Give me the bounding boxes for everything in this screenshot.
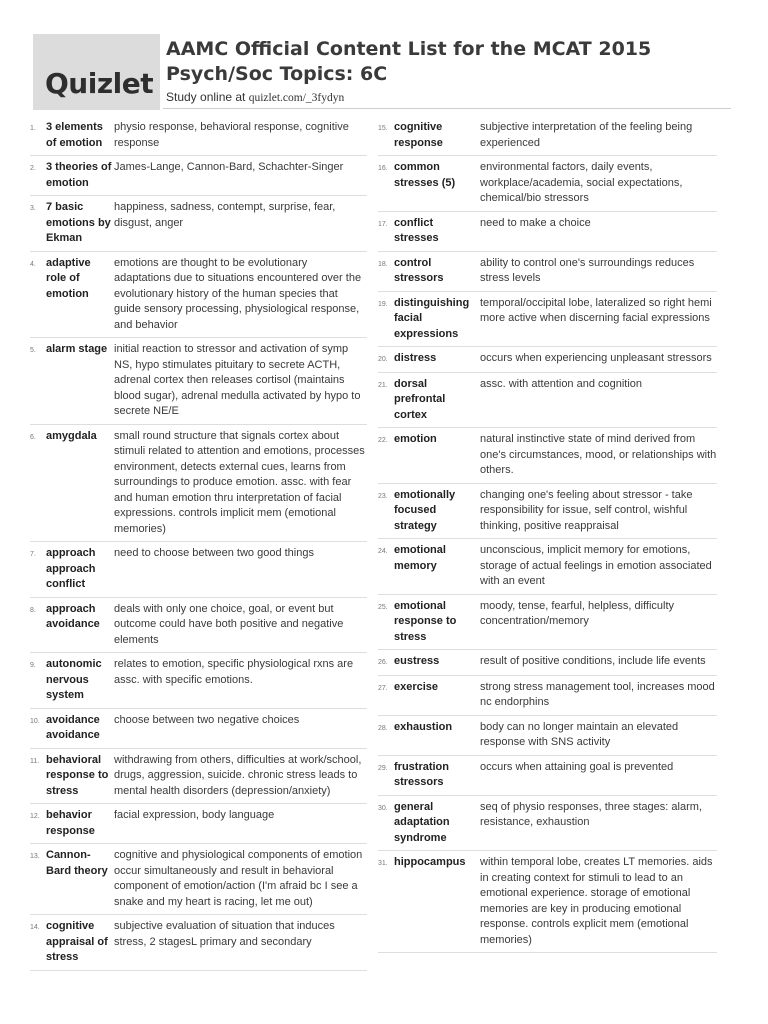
term-number: 5. <box>30 347 36 354</box>
term-word: Cannon-Bard theory <box>46 849 108 877</box>
term-word: emotional memory <box>394 544 446 572</box>
term-definition: subjective evaluation of situation that induces stress, 2 stagesL primary and secondary <box>114 920 335 948</box>
term-word: general adaptation syndrome <box>394 800 450 844</box>
term-definition: relates to emotion, specific physiological rxns are assc. with specific emotions. <box>114 658 354 686</box>
right-term-column <box>378 116 717 953</box>
term-row <box>30 196 367 252</box>
term-definition: subjective interpretation of the feeling being experienced <box>480 121 693 149</box>
header-divider <box>163 108 731 109</box>
term-number: 8. <box>30 606 36 614</box>
term-word: hippocampus <box>394 856 466 868</box>
term-number: 30. <box>378 804 388 812</box>
term-row <box>378 650 717 676</box>
term-number: 9. <box>30 662 36 669</box>
term-row <box>30 598 367 654</box>
term-word: autonomic nervous system <box>46 658 102 701</box>
term-row <box>30 844 367 915</box>
term-definition: physio response, behavioral response, cognitive response <box>114 121 349 149</box>
term-number: 10. <box>30 717 40 725</box>
term-number: 3. <box>30 205 36 212</box>
term-word: distress <box>394 352 437 364</box>
term-row <box>378 252 717 292</box>
term-word: approach avoidance <box>46 602 100 630</box>
term-number: 20. <box>378 356 388 363</box>
term-definition: deals with only one choice, goal, or event but outcome could have both positive and negative elements <box>114 602 344 646</box>
term-number: 12. <box>30 813 40 820</box>
term-definition: within temporal lobe, creates LT memories. aids in creating context for stimuli to lead to an emotional experience. storage of emotional memories are key in producing emotional response. controls explicit mem (emotional memories) <box>480 856 713 946</box>
term-number: 31. <box>378 860 388 867</box>
term-row <box>30 709 367 749</box>
study-url-link[interactable]: quizlet.com/_3fydyn <box>248 92 345 104</box>
term-row <box>30 915 367 971</box>
term-definition: withdrawing from others, difficulties at work/school, drugs, aggression, suicide. chronic stress leads to mental health disorders (depression/anxiety) <box>114 753 362 797</box>
term-definition: facial expression, body language <box>114 809 275 821</box>
term-word: distinguishing facial expressions <box>394 296 470 340</box>
term-row <box>30 804 367 844</box>
term-definition: environmental factors, daily events, workplace/academia, social expectations, chemical/bio stressors <box>480 161 683 204</box>
term-number: 16. <box>378 165 388 172</box>
term-definition: emotions are thought to be evolutionary adaptations due to situations encountered over the evolutionary history of the human species that guide sensory processing, physiological response, and behavior <box>114 256 362 331</box>
term-row <box>30 252 367 339</box>
term-number: 24. <box>378 548 388 555</box>
term-number: 27. <box>378 684 388 692</box>
term-word: behavioral response to stress <box>46 753 109 797</box>
term-number: 18. <box>378 260 388 268</box>
study-online-line <box>166 90 344 104</box>
term-row <box>378 756 717 796</box>
term-definition: happiness, sadness, contempt, surprise, fear, disgust, anger <box>114 201 336 229</box>
term-number: 25. <box>378 603 388 611</box>
term-number: 29. <box>378 764 388 772</box>
term-word: 3 elements of emotion <box>46 121 103 149</box>
term-row <box>378 796 717 852</box>
term-row <box>378 539 717 595</box>
term-row <box>30 116 367 156</box>
term-definition: unconscious, implicit memory for emotions, storage of actual feelings in emotion associated with an event <box>480 544 712 587</box>
quizlet-logo <box>33 34 160 110</box>
term-row <box>378 292 717 348</box>
term-number: 15. <box>378 125 388 132</box>
term-row <box>378 484 717 540</box>
study-prefix: Study online at <box>166 90 246 104</box>
term-row <box>30 542 367 598</box>
term-row <box>30 749 367 805</box>
term-number: 23. <box>378 492 388 500</box>
term-word: frustration stressors <box>394 760 449 788</box>
term-row <box>30 338 367 425</box>
term-definition: changing one's feeling about stressor - take responsibility for issue, self control, wishful thinking, positive reappraisal <box>480 488 693 532</box>
term-definition: ability to control one's surroundings reduces stress levels <box>480 256 695 284</box>
term-definition: need to make a choice <box>480 216 591 229</box>
term-definition: seq of physio responses, three stages: alarm, resistance, exhaustion <box>480 800 702 828</box>
term-definition: moody, tense, fearful, helpless, difficulty concentration/memory <box>480 599 675 627</box>
term-definition: result of positive conditions, include life events <box>480 655 706 667</box>
term-row <box>378 851 717 953</box>
term-definition: occurs when experiencing unpleasant stressors <box>480 352 712 364</box>
term-row <box>378 347 717 373</box>
term-number: 26. <box>378 659 388 666</box>
term-word: exhaustion <box>394 720 453 733</box>
term-number: 14. <box>30 924 40 931</box>
term-number: 6. <box>30 433 36 441</box>
term-row <box>378 595 717 651</box>
term-row <box>378 212 717 252</box>
term-number: 19. <box>378 300 388 308</box>
page-title: AAMC Official Content List for the MCAT 2015 Psych/Soc Topics: 6C <box>166 38 652 85</box>
term-word: emotionally focused strategy <box>394 488 456 532</box>
left-term-column <box>30 116 367 971</box>
term-row <box>378 676 717 716</box>
term-word: emotional response to stress <box>394 599 457 643</box>
term-word: 7 basic emotions by Ekman <box>46 201 111 244</box>
term-definition: occurs when attaining goal is prevented <box>480 760 674 773</box>
term-word: cognitive response <box>394 121 443 149</box>
term-definition: James-Lange, Cannon-Bard, Schachter-Singer <box>114 161 344 173</box>
term-word: conflict stresses <box>394 216 439 244</box>
term-definition: initial reaction to stressor and activation of symp NS, hypo stimulates pituitary to secrete ACTH, adrenal cortex then releases cortisol (maintains blood sugar), adrenal medulla activated by hypo to secrete NE/E <box>114 343 361 417</box>
term-word: control stressors <box>394 256 444 284</box>
term-number: 13. <box>30 853 40 860</box>
term-row <box>378 116 717 156</box>
logo-text: Quizlet <box>45 67 154 100</box>
term-definition: strong stress management tool, increases mood nc endorphins <box>480 680 715 708</box>
term-row <box>378 156 717 212</box>
term-number: 1. <box>30 125 36 132</box>
term-number: 28. <box>378 724 388 732</box>
term-definition: natural instinctive state of mind derived from one's circumstances, mood, or relationships with others. <box>480 433 717 476</box>
term-definition: need to choose between two good things <box>114 547 314 559</box>
term-word: approach approach conflict <box>46 547 96 590</box>
term-word: eustress <box>394 655 440 667</box>
term-number: 7. <box>30 551 36 558</box>
term-definition: body can no longer maintain an elevated response with SNS activity <box>480 720 679 748</box>
term-word: exercise <box>394 680 439 693</box>
term-definition: temporal/occipital lobe, lateralized so right hemi more active when discerning facial expressions <box>480 296 712 324</box>
term-definition: cognitive and physiological components of emotion occur simultaneously and result in behavioral component of emotion/action (I'm afraid bc I see a snake and my heart is racing, let me out) <box>114 849 363 908</box>
term-definition: small round structure that signals cortex about stimuli related to attention and emotions, processes environment, detects external cues, learns from surroundings to produce emotion. assc. with fear and human emotion thru interpretation of facial expressions. controls implicit mem (emotional memories) <box>114 429 365 535</box>
term-row <box>378 428 717 484</box>
term-word: avoidance avoidance <box>46 713 100 741</box>
term-row <box>30 156 367 196</box>
term-definition: assc. with attention and cognition <box>480 377 643 390</box>
term-word: alarm stage <box>46 343 108 355</box>
term-word: dorsal prefrontal cortex <box>394 377 446 421</box>
term-row <box>378 373 717 429</box>
term-word: behavior response <box>46 809 95 837</box>
term-number: 2. <box>30 165 36 172</box>
term-number: 21. <box>378 381 388 389</box>
term-word: amygdala <box>46 429 97 442</box>
term-word: cognitive appraisal of stress <box>46 920 108 963</box>
term-number: 22. <box>378 437 388 444</box>
term-row <box>30 653 367 709</box>
term-number: 4. <box>30 260 36 268</box>
term-number: 11. <box>30 757 40 765</box>
term-word: adaptive role of emotion <box>46 256 91 300</box>
term-row <box>30 425 367 543</box>
term-word: 3 theories of emotion <box>46 161 112 189</box>
term-word: common stresses (5) <box>394 161 456 189</box>
term-row <box>378 716 717 756</box>
term-number: 17. <box>378 220 388 228</box>
term-definition: choose between two negative choices <box>114 713 300 726</box>
term-word: emotion <box>394 433 437 445</box>
